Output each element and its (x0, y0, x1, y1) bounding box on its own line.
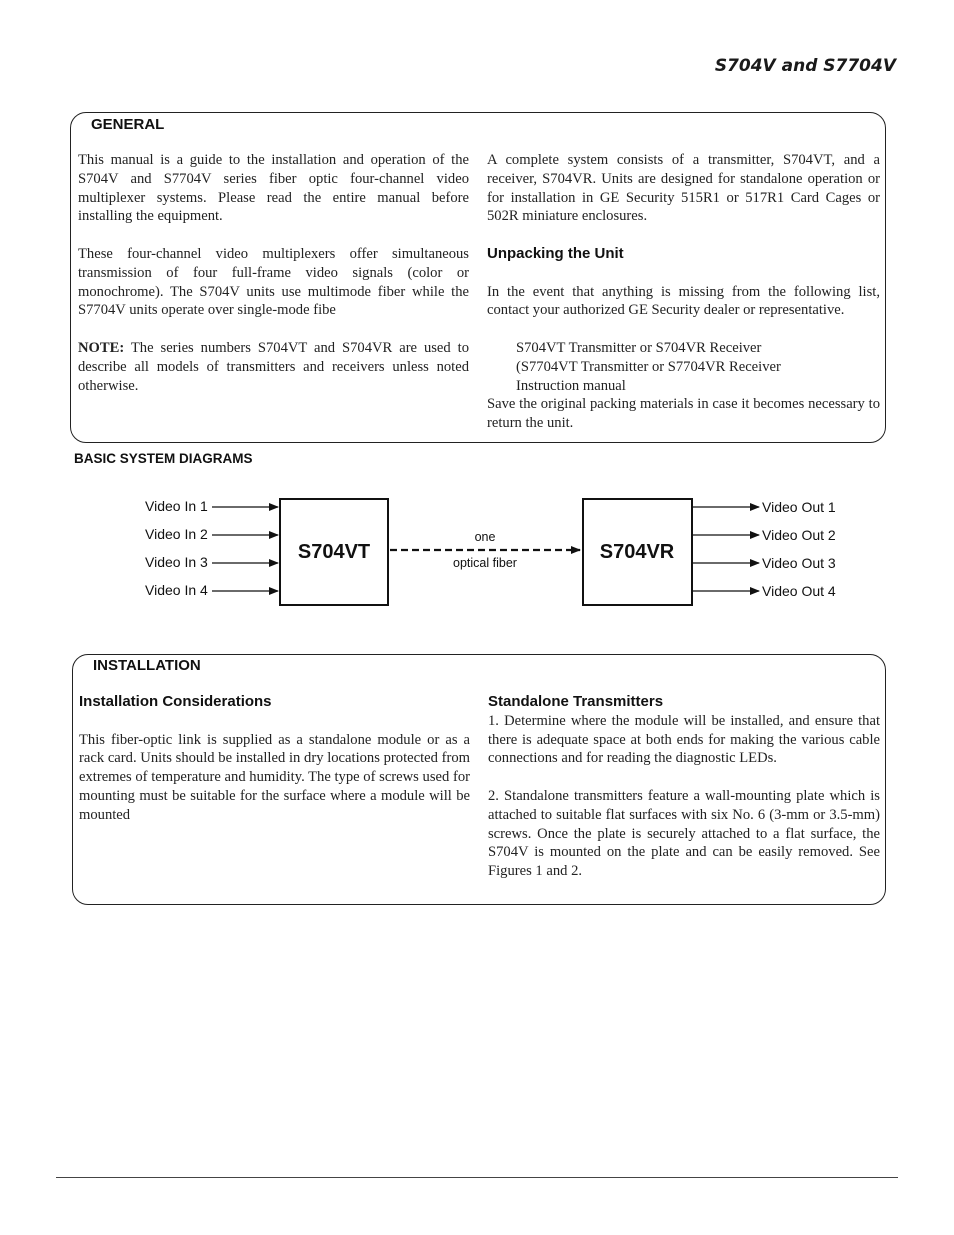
video-out-2-label: Video Out 2 (762, 527, 836, 543)
general-right-column (487, 151, 880, 433)
standalone-transmitters-heading: Standalone Transmitters (488, 693, 664, 710)
unpacking-heading: Unpacking the Unit (487, 244, 624, 262)
general-title: GENERAL (91, 116, 165, 133)
system-diagram (0, 480, 954, 620)
installation-considerations-heading: Installation Considerations (79, 693, 272, 710)
installation-considerations-paragraph: This fiber-optic link is supplied as a standalone module or as a rack card. Units should be installed in dry locations protected from extremes of temperature and humidity. The type of screws used for mounting must be suitable for the surface where a module will be mounted (79, 731, 470, 823)
list-item: S704VT Transmitter or S704VR Receiver (516, 339, 762, 356)
video-out-1-label: Video Out 1 (762, 499, 836, 515)
video-in-2-label: Video In 2 (145, 526, 208, 542)
note-label: NOTE: (78, 339, 125, 356)
receiver-label: S704VR (599, 541, 675, 563)
diagram-heading: BASIC SYSTEM DIAGRAMS (74, 451, 253, 466)
standalone-step-1: 1. Determine where the module will be installed, and ensure that there is adequate space at both ends for making the various cable connections and for reading the diagnostic LEDs. (488, 712, 880, 767)
fiber-label-bottom: optical fiber (453, 556, 517, 570)
installation-right-column (488, 693, 880, 881)
general-intro-paragraph: This manual is a guide to the installation and operation of the S704V and S7704V series fiber optic four-channel video multiplexer systems. Please read the entire manual before installing the equipment. (78, 152, 469, 225)
video-out-4-label: Video Out 4 (762, 583, 836, 599)
footer-rule (56, 1177, 898, 1178)
fiber-label-top: one (474, 530, 496, 544)
standalone-step-2: 2. Standalone transmitters feature a wall-mounting plate which is attached to suitable flat surfaces with six No. 6 (3-mm or 3.5-mm) screws. Once the plate is securely attached to a flat surface, the S704V is mounted on the plate and can be easily removed. See Figures 1 and 2. (488, 787, 880, 880)
transmitter-label: S704VT (297, 541, 371, 563)
video-in-4-label: Video In 4 (145, 582, 208, 598)
list-item: Instruction manual (516, 377, 626, 394)
note-text: The series numbers S704VT and S704VR are used to describe all models of transmitters and receivers unless noted otherwise. (78, 339, 469, 394)
installation-title: INSTALLATION (93, 657, 201, 674)
general-left-column (78, 151, 469, 395)
system-composition-paragraph: A complete system consists of a transmitter, S704VT, and a receiver, S704VR. Units are designed for standalone operation or for installation in GE Security 515R1 or 517R1 Card Cages or 502R miniature enclosures. (487, 152, 880, 225)
unpacking-paragraph: In the event that anything is missing from the following list, contact your authorized GE Security dealer or representative. (487, 283, 880, 319)
packing-materials-paragraph: Save the original packing materials in case it becomes necessary to return the unit. (487, 396, 880, 432)
running-head-title: S704V and S7704V (714, 56, 896, 76)
general-multiplexer-paragraph: These four-channel video multiplexers offer simultaneous transmission of four full-frame video signals (color or monochrome). The S704V units use multimode fiber while the S7704V units operate over single-mode fibe (78, 245, 469, 319)
video-in-3-label: Video In 3 (145, 554, 208, 570)
general-note-paragraph (78, 339, 469, 395)
list-item: (S7704VT Transmitter or S7704VR Receiver (516, 358, 781, 375)
video-out-3-label: Video Out 3 (762, 555, 836, 571)
installation-left-column (79, 693, 470, 825)
video-in-1-label: Video In 1 (145, 498, 208, 514)
